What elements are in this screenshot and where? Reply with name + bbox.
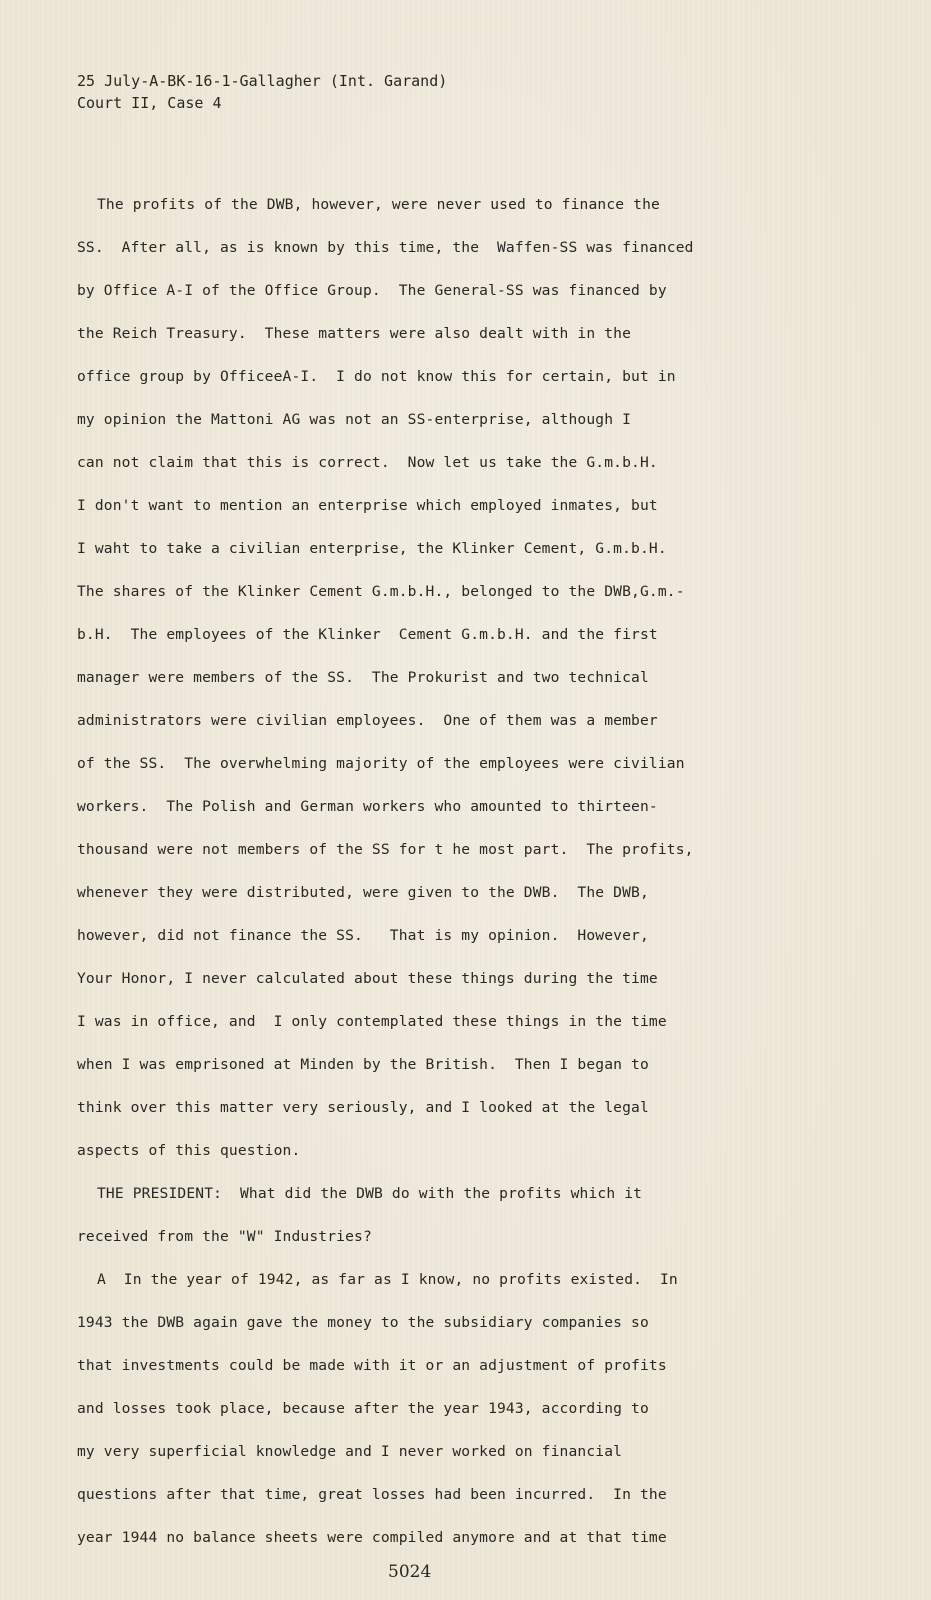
text-line: by Office A-I of the Office Group. The General-SS was financed by xyxy=(77,282,667,299)
text-line: think over this matter very seriously, and I looked at the legal xyxy=(77,1099,649,1116)
text-line: however, did not finance the SS. That is my opinion. However, xyxy=(77,927,649,944)
text-line: I was in office, and I only contemplated these things in the time xyxy=(77,1013,667,1030)
text-line: 1943 the DWB again gave the money to the subsidiary companies so xyxy=(77,1314,649,1331)
text-line: aspects of this question. xyxy=(77,1142,301,1159)
text-line: workers. The Polish and German workers who amounted to thirteen- xyxy=(77,798,658,815)
text-line: when I was emprisoned at Minden by the British. Then I began to xyxy=(77,1056,649,1073)
text-line: administrators were civilian employees. One of them was a member xyxy=(77,712,658,729)
document-header xyxy=(77,70,447,114)
text-line: THE PRESIDENT: What did the DWB do with the profits which it xyxy=(97,1185,643,1202)
text-line: The shares of the Klinker Cement G.m.b.H., belonged to the DWB,G.m.- xyxy=(77,583,685,600)
text-line: whenever they were distributed, were given to the DWB. The DWB, xyxy=(77,884,649,901)
text-line: that investments could be made with it or an adjustment of profits xyxy=(77,1357,667,1374)
text-line: year 1944 no balance sheets were compiled anymore and at that time xyxy=(77,1529,667,1546)
header-line-2: Court II, Case 4 xyxy=(77,94,222,112)
text-line: my opinion the Mattoni AG was not an SS-enterprise, although I xyxy=(77,411,632,428)
text-line: I waht to take a civilian enterprise, the Klinker Cement, G.m.b.H. xyxy=(77,540,667,557)
page-number: 5024 xyxy=(388,1562,432,1582)
text-line: A In the year of 1942, as far as I know, no profits existed. In xyxy=(97,1271,678,1288)
text-line: questions after that time, great losses had been incurred. In the xyxy=(77,1486,667,1503)
text-line: the Reich Treasury. These matters were also dealt with in the xyxy=(77,325,632,342)
header-line-1: 25 July-A-BK-16-1-Gallagher (Int. Garand) xyxy=(77,72,448,90)
text-line: thousand were not members of the SS for t he most part. The profits, xyxy=(77,841,694,858)
text-line: b.H. The employees of the Klinker Cement G.m.b.H. and the first xyxy=(77,626,658,643)
text-line: can not claim that this is correct. Now let us take the G.m.b.H. xyxy=(77,454,658,471)
text-line: SS. After all, as is known by this time, the Waffen-SS was financed xyxy=(77,239,694,256)
text-line: of the SS. The overwhelming majority of the employees were civilian xyxy=(77,755,685,772)
text-line: my very superficial knowledge and I never worked on financial xyxy=(77,1443,623,1460)
text-line: received from the "W" Industries? xyxy=(77,1228,372,1245)
text-line: The profits of the DWB, however, were never used to finance the xyxy=(97,196,660,213)
text-line: Your Honor, I never calculated about these things during the time xyxy=(77,970,658,987)
text-line: office group by OfficeeA-I. I do not know this for certain, but in xyxy=(77,368,676,385)
text-line: I don't want to mention an enterprise which employed inmates, but xyxy=(77,497,658,514)
text-line: and losses took place, because after the year 1943, according to xyxy=(77,1400,649,1417)
text-line: manager were members of the SS. The Prokurist and two technical xyxy=(77,669,649,686)
